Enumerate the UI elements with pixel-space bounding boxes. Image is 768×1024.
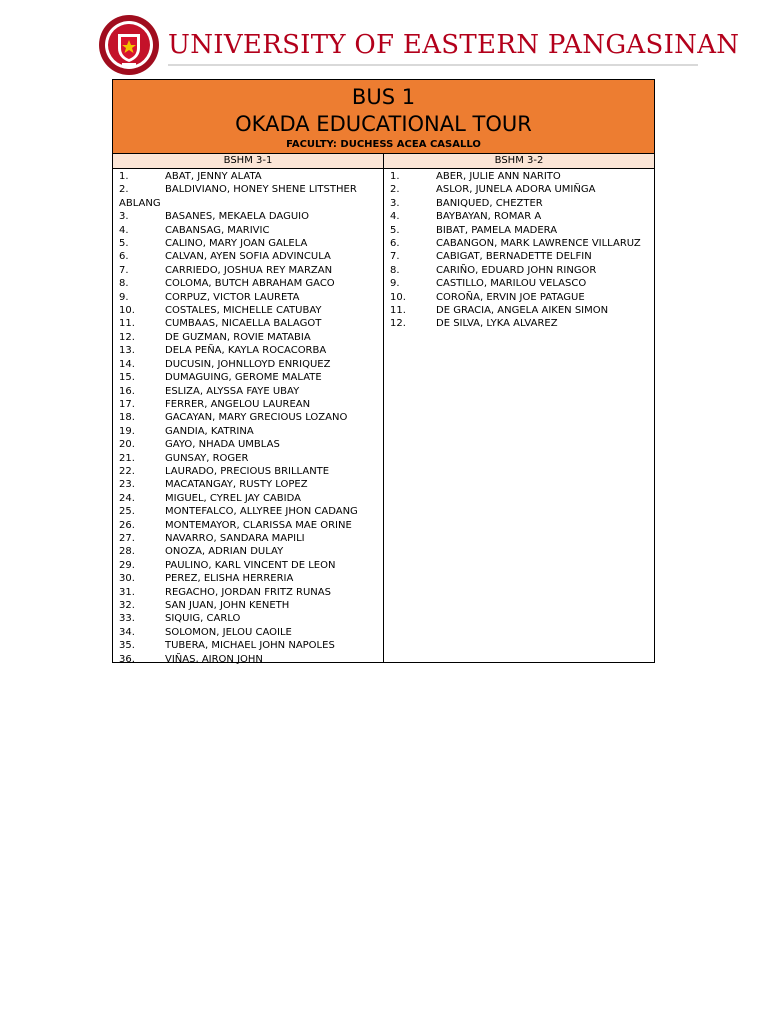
student-number: 27.: [119, 532, 135, 544]
student-name: ASLOR, JUNELA ADORA UMIÑGA: [436, 184, 596, 196]
student-number: 25.: [119, 506, 135, 518]
student-name: BASANES, MEKAELA DAGUIO: [165, 211, 309, 223]
student-name: CASTILLO, MARILOU VELASCO: [436, 278, 587, 290]
faculty-line: FACULTY: DUCHESS ACEA CASALLO: [286, 139, 481, 150]
student-number: 20.: [119, 439, 135, 451]
student-row: [119, 210, 381, 223]
student-number: 10.: [119, 305, 135, 317]
student-name: DELA PEÑA, KAYLA ROCACORBA: [165, 345, 327, 357]
student-row: [119, 224, 381, 237]
student-number: 7.: [390, 251, 400, 263]
student-number: 12.: [390, 318, 406, 330]
student-row: [119, 572, 381, 585]
student-name: BIBAT, PAMELA MADERA: [436, 224, 558, 236]
student-number: 4.: [390, 211, 400, 223]
student-number: 2.: [390, 184, 400, 196]
student-row: [119, 371, 381, 384]
student-name: PEREZ, ELISHA HERRERIA: [165, 573, 294, 585]
student-row: [119, 344, 381, 357]
student-name: FERRER, ANGELOU LAUREAN: [165, 398, 311, 410]
student-number: 11.: [119, 318, 135, 330]
section-header-bshm-3-1: BSHM 3-1: [223, 155, 273, 166]
student-row: [119, 639, 381, 652]
university-header: [96, 14, 740, 76]
student-row: [119, 653, 381, 666]
student-name: BANIQUED, CHEZTER: [436, 197, 543, 209]
student-number: 34.: [119, 626, 135, 638]
student-row: [390, 291, 652, 304]
student-name: DE GUZMAN, ROVIE MATABIA: [165, 331, 311, 343]
student-name: MIGUEL, CYREL JAY CABIDA: [165, 492, 301, 504]
student-row: [119, 545, 381, 558]
student-name: ONOZA, ADRIAN DULAY: [165, 546, 284, 558]
student-number: 8.: [390, 264, 400, 276]
student-name: TUBERA, MICHAEL JOHN NAPOLES: [165, 640, 335, 652]
student-name: DUCUSIN, JOHNLLOYD ENRIQUEZ: [165, 358, 331, 370]
university-name: UNIVERSITY OF EASTERN PANGASINAN: [168, 30, 740, 60]
student-number: 15.: [119, 372, 135, 384]
student-name: SOLOMON, JELOU CAOILE: [165, 626, 292, 638]
university-seal-icon: [98, 14, 160, 76]
student-number: 11.: [390, 305, 406, 317]
student-number: 26.: [119, 519, 135, 531]
student-number: 3.: [119, 211, 129, 223]
student-name: BAYBAYAN, ROMAR A: [436, 211, 542, 223]
student-row: [390, 250, 652, 263]
student-name: REGACHO, JORDAN FRITZ RUNAS: [165, 586, 331, 598]
student-name: DE GRACIA, ANGELA AIKEN SIMON: [436, 305, 609, 317]
student-name: CALINO, MARY JOAN GALELA: [165, 238, 308, 250]
student-name: GUNSAY, ROGER: [165, 452, 249, 464]
bus-title: BUS 1: [351, 85, 416, 109]
student-number: 31.: [119, 586, 135, 598]
student-row: [119, 492, 381, 505]
student-number: 14.: [119, 358, 135, 370]
student-number: 23.: [119, 479, 135, 491]
student-row: [119, 586, 381, 599]
student-row: [119, 237, 381, 250]
student-row: [119, 291, 381, 304]
student-row: [119, 250, 381, 263]
student-number: 6.: [390, 238, 400, 250]
student-row: [119, 398, 381, 411]
student-number: 7.: [119, 264, 129, 276]
student-row: [390, 237, 652, 250]
student-row: [390, 170, 652, 183]
header-rule: [168, 64, 698, 66]
student-row: [119, 599, 381, 612]
student-name: GAYO, NHADA UMBLAS: [165, 439, 280, 451]
student-number: 19.: [119, 425, 135, 437]
student-row: [119, 304, 381, 317]
student-name: CORPUZ, VICTOR LAURETA: [165, 291, 300, 303]
tour-title: OKADA EDUCATIONAL TOUR: [235, 112, 532, 136]
student-name: CABIGAT, BERNADETTE DELFIN: [436, 251, 592, 263]
student-name: CABANSAG, MARIVIC: [165, 224, 270, 236]
student-name: SIQUIG, CARLO: [165, 613, 241, 625]
student-number: 24.: [119, 492, 135, 504]
student-name: MACATANGAY, RUSTY LOPEZ: [165, 479, 308, 491]
student-row: [119, 317, 381, 330]
student-row: [119, 478, 381, 491]
student-number: 21.: [119, 452, 135, 464]
student-name: LAURADO, PRECIOUS BRILLANTE: [165, 465, 330, 477]
student-number: 9.: [390, 278, 400, 290]
student-number: 35.: [119, 640, 135, 652]
student-number: 22.: [119, 465, 135, 477]
student-name: MONTEMAYOR, CLARISSA MAE ORINE: [165, 519, 352, 531]
student-name: COLOMA, BUTCH ABRAHAM GACO: [165, 278, 335, 290]
student-name: CABANGON, MARK LAWRENCE VILLARUZ: [436, 238, 641, 250]
student-name: NAVARRO, SANDARA MAPILI: [165, 532, 305, 544]
student-row: [390, 210, 652, 223]
student-name: MONTEFALCO, ALLYREE JHON CADANG: [165, 506, 358, 518]
student-row: [119, 438, 381, 451]
student-list-bshm-3-1: [119, 170, 381, 666]
student-number: 33.: [119, 613, 135, 625]
student-number: 2.: [119, 184, 129, 196]
student-number: 5.: [119, 238, 129, 250]
student-number: 16.: [119, 385, 135, 397]
student-number: 6.: [119, 251, 129, 263]
student-number: 5.: [390, 224, 400, 236]
student-name: ABER, JULIE ANN NARITO: [436, 171, 561, 182]
student-number: 32.: [119, 600, 135, 611]
section-header-bshm-3-2: BSHM 3-2: [494, 155, 544, 166]
student-row: [119, 465, 381, 478]
student-name: CARIÑO, EDUARD JOHN RINGOR: [436, 264, 597, 276]
student-number: 36.: [119, 653, 135, 665]
student-name: COROÑA, ERVIN JOE PATAGUE: [436, 291, 585, 303]
student-row: [119, 331, 381, 344]
student-row: [119, 411, 381, 424]
student-row: [119, 505, 381, 518]
student-name: BALDIVIANO, HONEY SHENE LITSTHER ABLANG: [119, 184, 357, 209]
student-list-bshm-3-2: [390, 170, 652, 331]
student-number: 12.: [119, 331, 135, 343]
roster-banner: [113, 80, 654, 154]
student-name: ABAT, JENNY ALATA: [165, 171, 262, 182]
student-name: ESLIZA, ALYSSA FAYE UBAY: [165, 385, 300, 397]
student-row: [390, 264, 652, 277]
student-name: GACAYAN, MARY GRECIOUS LOZANO: [165, 412, 348, 424]
student-row: [119, 277, 381, 290]
student-number: 18.: [119, 412, 135, 424]
bus-roster-sheet: [112, 79, 655, 663]
student-number: 10.: [390, 291, 406, 303]
student-row: [390, 224, 652, 237]
student-name: CALVAN, AYEN SOFIA ADVINCULA: [165, 251, 331, 263]
student-row: [119, 425, 381, 438]
student-row: [390, 183, 652, 196]
student-name: CARRIEDO, JOSHUA REY MARZAN: [165, 264, 333, 276]
student-row: [119, 385, 381, 398]
student-name: VIÑAS, AIRON JOHN: [165, 653, 263, 665]
student-row: [119, 358, 381, 371]
student-number: 1.: [119, 171, 129, 182]
student-row: [119, 170, 381, 183]
student-number: 13.: [119, 345, 135, 357]
student-row: [119, 264, 381, 277]
student-number: 3.: [390, 197, 400, 209]
student-row: [119, 452, 381, 465]
student-number: 8.: [119, 278, 129, 290]
student-number: 29.: [119, 559, 135, 571]
student-number: 9.: [119, 291, 129, 303]
student-number: 4.: [119, 224, 129, 236]
student-row: [390, 277, 652, 290]
student-number: 1.: [390, 171, 400, 182]
student-number: 30.: [119, 573, 135, 585]
student-number: 28.: [119, 546, 135, 558]
student-row: [119, 183, 381, 210]
student-row: [390, 317, 652, 330]
student-row: [390, 304, 652, 317]
student-name: DUMAGUING, GEROME MALATE: [165, 372, 322, 384]
column-divider: [383, 154, 384, 662]
student-name: CUMBAAS, NICAELLA BALAGOT: [165, 318, 322, 330]
student-row: [119, 532, 381, 545]
student-name: DE SILVA, LYKA ALVAREZ: [436, 318, 558, 330]
student-row: [119, 519, 381, 532]
student-row: [119, 612, 381, 625]
student-number: 17.: [119, 398, 135, 410]
student-row: [390, 197, 652, 210]
student-name: GANDIA, KATRINA: [165, 425, 254, 437]
student-name: COSTALES, MICHELLE CATUBAY: [165, 305, 322, 317]
student-row: [119, 559, 381, 572]
student-name: SAN JUAN, JOHN KENETH: [165, 600, 290, 611]
student-row: [119, 626, 381, 639]
student-name: PAULINO, KARL VINCENT DE LEON: [165, 559, 336, 571]
